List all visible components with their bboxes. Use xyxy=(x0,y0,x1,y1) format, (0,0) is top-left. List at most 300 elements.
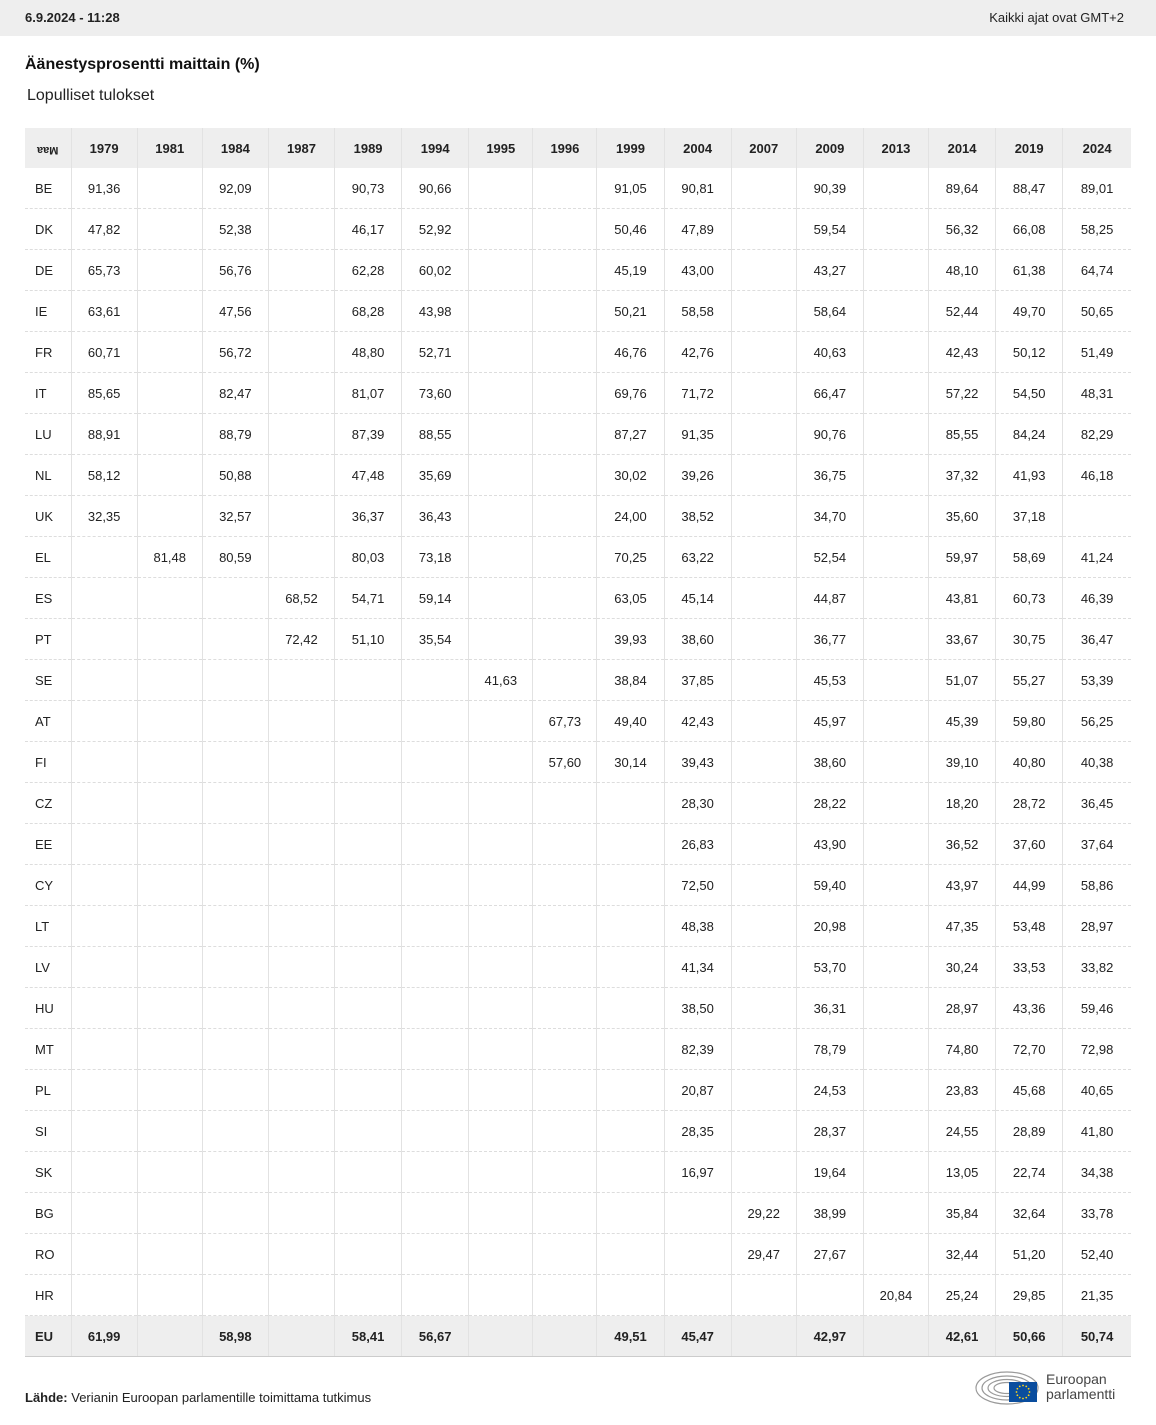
turnout-cell: 43,81 xyxy=(929,578,996,619)
flag-star-icon xyxy=(1016,1391,1018,1393)
turnout-cell xyxy=(731,783,796,824)
turnout-cell: 45,53 xyxy=(796,660,863,701)
turnout-cell xyxy=(863,291,928,332)
turnout-cell xyxy=(469,906,533,947)
turnout-cell: 56,32 xyxy=(929,209,996,250)
turnout-cell: 43,98 xyxy=(402,291,469,332)
turnout-cell: 30,75 xyxy=(996,619,1063,660)
turnout-cell: 50,12 xyxy=(996,332,1063,373)
turnout-cell xyxy=(469,1070,533,1111)
column-header-year: 2014 xyxy=(929,128,996,168)
turnout-cell xyxy=(863,988,928,1029)
turnout-cell xyxy=(202,660,268,701)
table-row xyxy=(25,332,1131,373)
turnout-cell xyxy=(533,455,597,496)
turnout-cell xyxy=(533,414,597,455)
table-row xyxy=(25,947,1131,988)
table-row xyxy=(25,455,1131,496)
turnout-cell: 13,05 xyxy=(929,1152,996,1193)
turnout-cell xyxy=(71,742,137,783)
country-code: LV xyxy=(25,947,71,988)
turnout-cell: 30,02 xyxy=(597,455,664,496)
column-header-year: 1999 xyxy=(597,128,664,168)
turnout-cell xyxy=(863,865,928,906)
turnout-cell xyxy=(863,578,928,619)
turnout-cell xyxy=(469,537,533,578)
turnout-cell xyxy=(335,947,402,988)
turnout-cell: 51,20 xyxy=(996,1234,1063,1275)
turnout-cell xyxy=(402,1234,469,1275)
turnout-cell xyxy=(71,947,137,988)
turnout-cell: 84,24 xyxy=(996,414,1063,455)
turnout-cell xyxy=(71,824,137,865)
country-code: AT xyxy=(25,701,71,742)
turnout-cell: 65,73 xyxy=(71,250,137,291)
turnout-cell xyxy=(202,947,268,988)
source-label: Lähde: xyxy=(25,1390,68,1405)
turnout-cell xyxy=(664,1275,731,1316)
turnout-cell: 63,61 xyxy=(71,291,137,332)
turnout-cell: 51,49 xyxy=(1063,332,1131,373)
turnout-cell xyxy=(137,1029,202,1070)
turnout-cell xyxy=(402,1070,469,1111)
column-header-year: 1979 xyxy=(71,128,137,168)
turnout-cell: 43,97 xyxy=(929,865,996,906)
column-header-year: 1987 xyxy=(268,128,334,168)
turnout-cell xyxy=(533,291,597,332)
country-code: PT xyxy=(25,619,71,660)
turnout-cell: 47,35 xyxy=(929,906,996,947)
turnout-cell xyxy=(731,291,796,332)
turnout-cell: 28,97 xyxy=(929,988,996,1029)
turnout-cell: 82,47 xyxy=(202,373,268,414)
turnout-cell xyxy=(335,742,402,783)
turnout-cell xyxy=(268,209,334,250)
turnout-cell: 85,65 xyxy=(71,373,137,414)
turnout-cell xyxy=(71,1029,137,1070)
turnout-cell xyxy=(533,865,597,906)
turnout-cell: 36,75 xyxy=(796,455,863,496)
turnout-cell xyxy=(731,824,796,865)
turnout-cell xyxy=(335,1234,402,1275)
turnout-cell: 38,50 xyxy=(664,988,731,1029)
turnout-cell xyxy=(731,1316,796,1357)
turnout-cell xyxy=(533,619,597,660)
turnout-cell: 18,20 xyxy=(929,783,996,824)
column-header-year: 1994 xyxy=(402,128,469,168)
turnout-cell: 59,80 xyxy=(996,701,1063,742)
turnout-cell xyxy=(597,824,664,865)
turnout-cell: 53,48 xyxy=(996,906,1063,947)
country-code: CY xyxy=(25,865,71,906)
turnout-cell: 53,39 xyxy=(1063,660,1131,701)
turnout-cell xyxy=(71,1193,137,1234)
table-row xyxy=(25,824,1131,865)
turnout-cell xyxy=(137,414,202,455)
column-header-year: 1996 xyxy=(533,128,597,168)
turnout-cell xyxy=(137,332,202,373)
turnout-cell: 90,76 xyxy=(796,414,863,455)
turnout-cell xyxy=(202,1234,268,1275)
turnout-cell xyxy=(202,701,268,742)
country-code: HR xyxy=(25,1275,71,1316)
turnout-cell xyxy=(268,1234,334,1275)
turnout-cell: 32,57 xyxy=(202,496,268,537)
turnout-cell xyxy=(731,496,796,537)
turnout-cell: 38,52 xyxy=(664,496,731,537)
turnout-cell xyxy=(137,250,202,291)
turnout-cell: 37,60 xyxy=(996,824,1063,865)
turnout-cell xyxy=(731,906,796,947)
turnout-cell xyxy=(268,660,334,701)
turnout-cell xyxy=(533,332,597,373)
table-row xyxy=(25,1152,1131,1193)
turnout-cell xyxy=(533,250,597,291)
turnout-cell: 49,40 xyxy=(597,701,664,742)
turnout-cell xyxy=(863,1316,928,1357)
turnout-cell: 20,84 xyxy=(863,1275,928,1316)
turnout-cell: 55,27 xyxy=(996,660,1063,701)
turnout-cell xyxy=(664,1193,731,1234)
country-code: UK xyxy=(25,496,71,537)
turnout-cell xyxy=(402,1029,469,1070)
turnout-cell: 74,80 xyxy=(929,1029,996,1070)
column-header-year: 2024 xyxy=(1063,128,1131,168)
table-row xyxy=(25,209,1131,250)
turnout-cell xyxy=(335,1111,402,1152)
turnout-cell: 71,72 xyxy=(664,373,731,414)
turnout-cell xyxy=(469,250,533,291)
turnout-cell xyxy=(335,906,402,947)
turnout-cell xyxy=(268,865,334,906)
turnout-table xyxy=(25,128,1131,1357)
turnout-cell xyxy=(202,988,268,1029)
turnout-cell: 52,92 xyxy=(402,209,469,250)
turnout-cell xyxy=(71,865,137,906)
turnout-cell xyxy=(202,906,268,947)
turnout-cell xyxy=(137,1234,202,1275)
column-header-year: 2019 xyxy=(996,128,1063,168)
turnout-cell xyxy=(268,373,334,414)
turnout-cell: 23,83 xyxy=(929,1070,996,1111)
turnout-cell xyxy=(402,783,469,824)
table-row xyxy=(25,660,1131,701)
turnout-cell: 44,87 xyxy=(796,578,863,619)
turnout-cell xyxy=(863,209,928,250)
country-code: FR xyxy=(25,332,71,373)
column-header-year: 1989 xyxy=(335,128,402,168)
table-row xyxy=(25,1070,1131,1111)
turnout-cell: 58,58 xyxy=(664,291,731,332)
turnout-cell: 49,70 xyxy=(996,291,1063,332)
turnout-cell: 59,14 xyxy=(402,578,469,619)
turnout-cell xyxy=(137,291,202,332)
turnout-cell xyxy=(731,373,796,414)
table-row xyxy=(25,537,1131,578)
turnout-cell xyxy=(402,1193,469,1234)
turnout-cell xyxy=(533,1275,597,1316)
parliament-emblem-icon xyxy=(975,1366,1043,1406)
turnout-cell: 19,64 xyxy=(796,1152,863,1193)
table-row xyxy=(25,619,1131,660)
country-code: LT xyxy=(25,906,71,947)
turnout-cell xyxy=(863,373,928,414)
turnout-cell xyxy=(863,906,928,947)
turnout-cell xyxy=(731,414,796,455)
turnout-cell xyxy=(71,1152,137,1193)
turnout-cell xyxy=(268,1111,334,1152)
turnout-cell xyxy=(335,1193,402,1234)
turnout-cell xyxy=(469,1275,533,1316)
turnout-cell xyxy=(402,906,469,947)
column-header-year: 1995 xyxy=(469,128,533,168)
country-code: IT xyxy=(25,373,71,414)
turnout-cell: 91,36 xyxy=(71,168,137,209)
turnout-cell: 29,47 xyxy=(731,1234,796,1275)
turnout-cell: 48,38 xyxy=(664,906,731,947)
turnout-cell xyxy=(137,783,202,824)
turnout-cell: 58,98 xyxy=(202,1316,268,1357)
turnout-cell: 35,84 xyxy=(929,1193,996,1234)
turnout-cell xyxy=(469,1111,533,1152)
turnout-cell: 28,72 xyxy=(996,783,1063,824)
turnout-cell: 54,71 xyxy=(335,578,402,619)
column-header-year: 1981 xyxy=(137,128,202,168)
turnout-cell: 57,60 xyxy=(533,742,597,783)
turnout-cell xyxy=(402,701,469,742)
turnout-cell xyxy=(268,455,334,496)
turnout-cell xyxy=(268,168,334,209)
turnout-cell xyxy=(533,988,597,1029)
turnout-cell: 47,89 xyxy=(664,209,731,250)
turnout-cell xyxy=(335,1275,402,1316)
turnout-cell: 58,69 xyxy=(996,537,1063,578)
turnout-cell: 49,51 xyxy=(597,1316,664,1357)
turnout-cell: 40,38 xyxy=(1063,742,1131,783)
turnout-cell: 24,53 xyxy=(796,1070,863,1111)
turnout-cell xyxy=(335,660,402,701)
turnout-cell: 30,24 xyxy=(929,947,996,988)
turnout-cell xyxy=(731,1070,796,1111)
turnout-cell xyxy=(268,414,334,455)
turnout-cell: 36,52 xyxy=(929,824,996,865)
turnout-cell xyxy=(664,1234,731,1275)
turnout-cell xyxy=(137,988,202,1029)
turnout-cell: 50,65 xyxy=(1063,291,1131,332)
turnout-cell: 42,61 xyxy=(929,1316,996,1357)
turnout-cell xyxy=(268,1275,334,1316)
turnout-cell xyxy=(731,701,796,742)
turnout-cell: 33,67 xyxy=(929,619,996,660)
page-subtitle: Lopulliset tulokset xyxy=(27,87,155,104)
turnout-cell xyxy=(137,742,202,783)
turnout-cell: 37,18 xyxy=(996,496,1063,537)
turnout-cell: 29,22 xyxy=(731,1193,796,1234)
turnout-cell xyxy=(469,824,533,865)
turnout-cell: 40,80 xyxy=(996,742,1063,783)
turnout-cell: 46,39 xyxy=(1063,578,1131,619)
turnout-cell xyxy=(137,701,202,742)
flag-star-icon xyxy=(1028,1394,1030,1396)
turnout-cell xyxy=(402,947,469,988)
country-code: BE xyxy=(25,168,71,209)
turnout-cell: 43,27 xyxy=(796,250,863,291)
table-row xyxy=(25,865,1131,906)
turnout-cell xyxy=(469,1029,533,1070)
turnout-cell xyxy=(71,619,137,660)
turnout-cell xyxy=(469,373,533,414)
turnout-cell: 87,27 xyxy=(597,414,664,455)
turnout-cell xyxy=(863,496,928,537)
turnout-cell xyxy=(268,947,334,988)
turnout-cell xyxy=(268,291,334,332)
turnout-cell xyxy=(335,1029,402,1070)
turnout-cell xyxy=(335,1152,402,1193)
turnout-cell: 59,46 xyxy=(1063,988,1131,1029)
turnout-cell: 33,82 xyxy=(1063,947,1131,988)
turnout-cell: 43,36 xyxy=(996,988,1063,1029)
turnout-cell: 24,00 xyxy=(597,496,664,537)
turnout-cell xyxy=(533,947,597,988)
flag-star-icon xyxy=(1019,1397,1021,1399)
turnout-cell: 58,25 xyxy=(1063,209,1131,250)
country-code: SK xyxy=(25,1152,71,1193)
turnout-cell xyxy=(863,1234,928,1275)
turnout-cell xyxy=(533,209,597,250)
turnout-cell xyxy=(469,291,533,332)
flag-star-icon xyxy=(1025,1397,1027,1399)
turnout-cell xyxy=(268,250,334,291)
turnout-cell: 42,76 xyxy=(664,332,731,373)
country-code: LU xyxy=(25,414,71,455)
turnout-cell: 32,44 xyxy=(929,1234,996,1275)
turnout-cell: 72,70 xyxy=(996,1029,1063,1070)
turnout-cell xyxy=(469,988,533,1029)
country-code: ES xyxy=(25,578,71,619)
turnout-cell xyxy=(202,783,268,824)
turnout-cell xyxy=(202,1029,268,1070)
turnout-cell: 47,82 xyxy=(71,209,137,250)
turnout-cell: 36,43 xyxy=(402,496,469,537)
turnout-cell xyxy=(268,742,334,783)
turnout-cell: 60,73 xyxy=(996,578,1063,619)
country-code: DE xyxy=(25,250,71,291)
flag-star-icon xyxy=(1022,1385,1024,1387)
turnout-cell xyxy=(137,865,202,906)
turnout-cell xyxy=(863,332,928,373)
turnout-cell xyxy=(597,1029,664,1070)
turnout-cell xyxy=(731,1029,796,1070)
turnout-cell: 42,43 xyxy=(929,332,996,373)
turnout-cell: 80,03 xyxy=(335,537,402,578)
turnout-cell xyxy=(863,660,928,701)
source-text: Verianin Euroopan parlamentille toimittama tutkimus xyxy=(71,1390,372,1405)
turnout-cell xyxy=(268,1152,334,1193)
turnout-cell: 36,47 xyxy=(1063,619,1131,660)
table-row xyxy=(25,1193,1131,1234)
turnout-cell xyxy=(533,373,597,414)
turnout-cell: 61,38 xyxy=(996,250,1063,291)
turnout-cell xyxy=(402,865,469,906)
turnout-cell xyxy=(533,1152,597,1193)
column-header-year: 2009 xyxy=(796,128,863,168)
turnout-cell: 41,93 xyxy=(996,455,1063,496)
turnout-cell: 63,05 xyxy=(597,578,664,619)
page-title: Äänestysprosentti maittain (%) xyxy=(25,56,260,73)
table-header-row xyxy=(25,128,1131,168)
turnout-cell xyxy=(268,1029,334,1070)
turnout-cell xyxy=(137,1111,202,1152)
turnout-cell: 89,64 xyxy=(929,168,996,209)
turnout-cell: 48,80 xyxy=(335,332,402,373)
flag-star-icon xyxy=(1016,1388,1018,1390)
turnout-cell xyxy=(1063,496,1131,537)
turnout-cell xyxy=(469,783,533,824)
turnout-cell: 69,76 xyxy=(597,373,664,414)
country-code: BG xyxy=(25,1193,71,1234)
turnout-cell: 41,34 xyxy=(664,947,731,988)
turnout-cell xyxy=(71,578,137,619)
turnout-cell: 25,24 xyxy=(929,1275,996,1316)
turnout-cell: 36,77 xyxy=(796,619,863,660)
turnout-cell xyxy=(597,1234,664,1275)
turnout-cell: 58,41 xyxy=(335,1316,402,1357)
table-row xyxy=(25,988,1131,1029)
turnout-cell xyxy=(533,1234,597,1275)
turnout-cell xyxy=(469,865,533,906)
turnout-cell xyxy=(268,1316,334,1357)
turnout-cell: 56,72 xyxy=(202,332,268,373)
turnout-cell xyxy=(137,1070,202,1111)
table-row xyxy=(25,742,1131,783)
turnout-cell: 42,43 xyxy=(664,701,731,742)
turnout-cell: 39,26 xyxy=(664,455,731,496)
turnout-cell: 90,66 xyxy=(402,168,469,209)
turnout-cell xyxy=(71,537,137,578)
turnout-cell xyxy=(731,455,796,496)
turnout-cell: 41,63 xyxy=(469,660,533,701)
turnout-cell xyxy=(863,250,928,291)
turnout-cell: 45,47 xyxy=(664,1316,731,1357)
turnout-cell xyxy=(202,1193,268,1234)
turnout-cell: 47,56 xyxy=(202,291,268,332)
table-row xyxy=(25,701,1131,742)
turnout-cell xyxy=(597,906,664,947)
turnout-cell xyxy=(268,332,334,373)
turnout-cell: 20,98 xyxy=(796,906,863,947)
turnout-cell xyxy=(731,1111,796,1152)
turnout-cell: 52,54 xyxy=(796,537,863,578)
source-note xyxy=(25,1390,371,1405)
turnout-cell: 59,97 xyxy=(929,537,996,578)
turnout-cell: 47,48 xyxy=(335,455,402,496)
column-header-country: Maa xyxy=(25,128,71,168)
turnout-cell xyxy=(731,209,796,250)
turnout-cell: 37,85 xyxy=(664,660,731,701)
country-code: FI xyxy=(25,742,71,783)
eu-total-row xyxy=(25,1316,1131,1357)
table-row xyxy=(25,250,1131,291)
turnout-cell xyxy=(597,1111,664,1152)
turnout-cell: 72,50 xyxy=(664,865,731,906)
turnout-cell xyxy=(597,947,664,988)
turnout-cell: 53,70 xyxy=(796,947,863,988)
turnout-cell: 72,42 xyxy=(268,619,334,660)
turnout-cell xyxy=(863,1193,928,1234)
turnout-cell xyxy=(268,701,334,742)
turnout-cell: 59,40 xyxy=(796,865,863,906)
turnout-cell xyxy=(71,1275,137,1316)
